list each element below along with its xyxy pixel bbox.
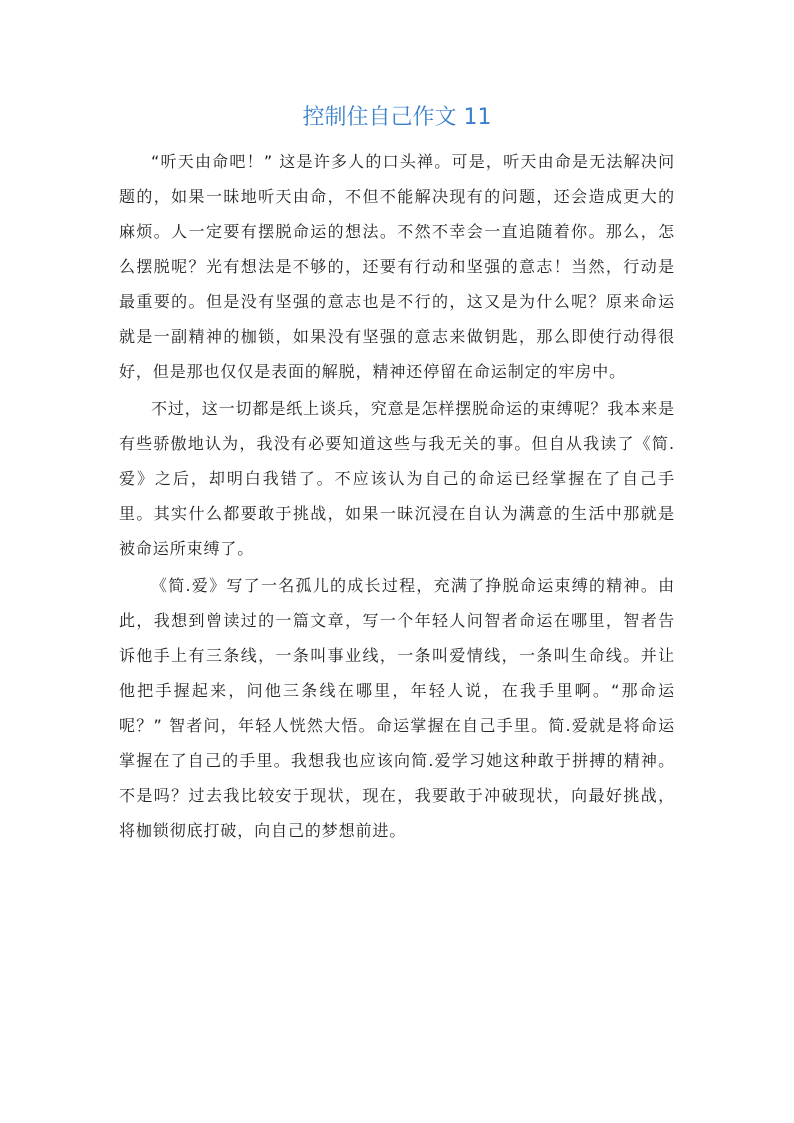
document-title: 控制住自己作文 11 bbox=[302, 105, 492, 130]
paragraph-2: 不过，这一切都是纸上谈兵，究意是怎样摆脱命运的束缚呢？我本来是有些骄傲地认为，我没有必要知道这些与我无关的事。但自从我读了《简.爱》之后，却明白我错了。不应该认为自己的命运已经掌握在了自己手里。其实什么都要敢于挑战，如果一昧沉浸在自认为满意的生活中那就是被命运所束缚了。 bbox=[119, 399, 675, 558]
paragraph-1: “听天由命吧！” 这是许多人的口头禅。可是，听天由命是无法解决问题的，如果一昧地听天由命，不但不能解决现有的问题，还会造成更大的麻烦。人一定要有摆脱命运的想法。不然不幸会一直追随着你。那么，怎么摆脱呢？光有想法是不够的，还要有行动和坚强的意志！当然，行动是最重要的。但是没有坚强的意志也是不行的，这又是为什么呢？原来命运就是一副精神的枷锁，如果没有坚强的意志来做钥匙，那么即使行动得很好，但是那也仅仅是表面的解脱，精神还停留在命运制定的牢房中。 bbox=[119, 152, 675, 381]
document-body bbox=[119, 144, 675, 850]
paragraph-3: 《简.爱》写了一名孤儿的成长过程，充满了挣脱命运束缚的精神。由此，我想到曾读过的一篇文章，写一个年轻人问智者命运在哪里，智者告诉他手上有三条线，一条叫事业线，一条叫爱情线，一条叫生命线。并让他把手握起来，问他三条线在哪里，年轻人说，在我手里啊。“那命运呢？” 智者问，年轻人恍然大悟。命运掌握在自己手里。简.爱就是将命运掌握在了自己的手里。我想我也应该向简.爱学习她这种敢于拼搏的精神。不是吗？过去我比较安于现状，现在，我要敢于冲破现状，向最好挑战，将枷锁彻底打破，向自己的梦想前进。 bbox=[119, 576, 675, 840]
